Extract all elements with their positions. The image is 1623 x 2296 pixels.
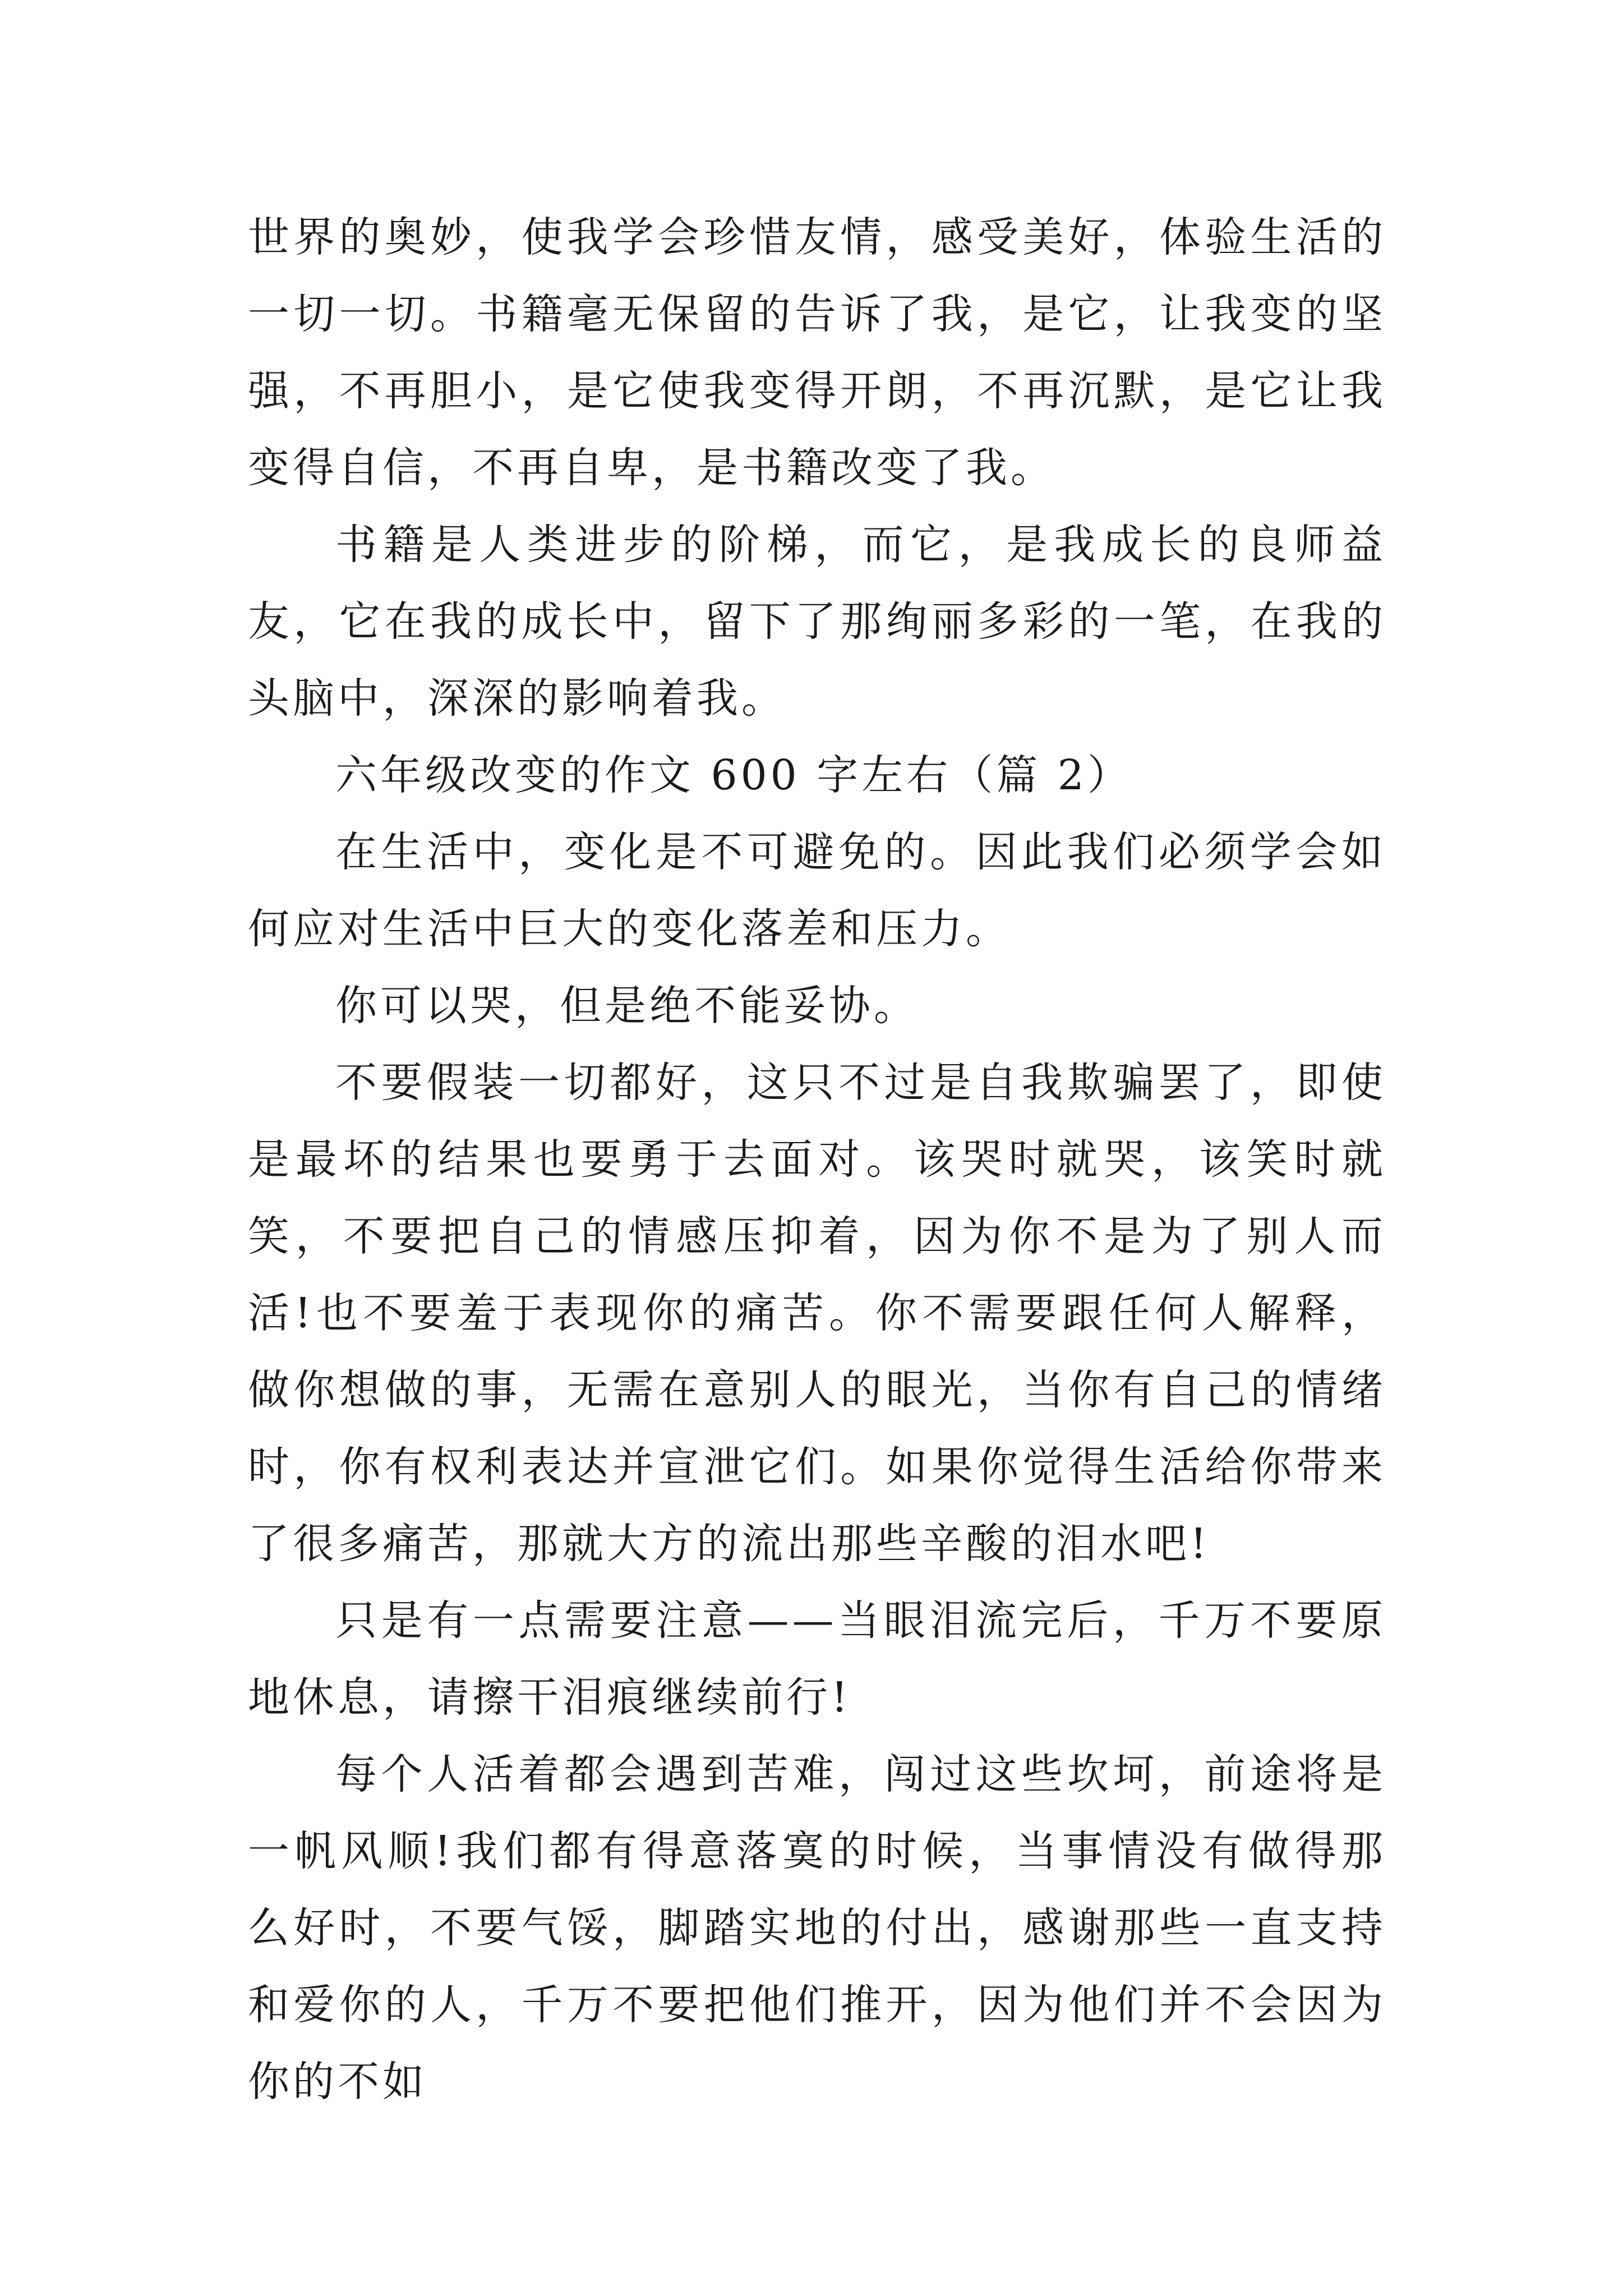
- paragraph-5: 不要假装一切都好，这只不过是自我欺骗罢了，即使是最坏的结果也要勇于去面对。该哭时就哭，该笑时就笑，不要把自己的情感压抑着，因为你不是为了别人而活!也不要羞于表现你的痛苦。你不需要跟任何人解释，做你想做的事，无需在意别人的眼光，当你有自己的情绪时，你有权利表达并宣泄它们。如果你觉得生活给你带来了很多痛苦，那就大方的流出那些辛酸的泪水吧!: [248, 1059, 1386, 1568]
- document-body: [248, 199, 1386, 2120]
- paragraph-6: 只是有一点需要注意——当眼泪流完后，千万不要原地休息，请擦干泪痕继续前行!: [248, 1596, 1386, 1722]
- paragraph-4: 你可以哭，但是绝不能妥协。: [335, 982, 919, 1030]
- paragraph-3: 在生活中，变化是不可避免的。因此我们必须学会如何应对生活中巨大的变化落差和压力。: [248, 828, 1386, 953]
- paragraph-2: 书籍是人类进步的阶梯，而它，是我成长的良师益友，它在我的成长中，留下了那绚丽多彩的一笔，在我的头脑中，深深的影响着我。: [248, 521, 1386, 723]
- section-heading: 六年级改变的作文 600 字左右（篇 2）: [335, 751, 1132, 799]
- paragraph-1: 世界的奥妙，使我学会珍惜友情，感受美好，体验生活的一切一切。书籍毫无保留的告诉了我，是它，让我变的坚强，不再胆小，是它使我变得开朗，不再沉默，是它让我变得自信，不再自卑，是书籍改变了我。: [248, 213, 1386, 492]
- paragraph-7: 每个人活着都会遇到苦难，闯过这些坎坷，前途将是一帆风顺!我们都有得意落寞的时候，当事情没有做得那么好时，不要气馁，脚踏实地的付出，感谢那些一直支持和爱你的人，千万不要把他们推开，因为他们并不会因为你的不如: [248, 1750, 1386, 2106]
